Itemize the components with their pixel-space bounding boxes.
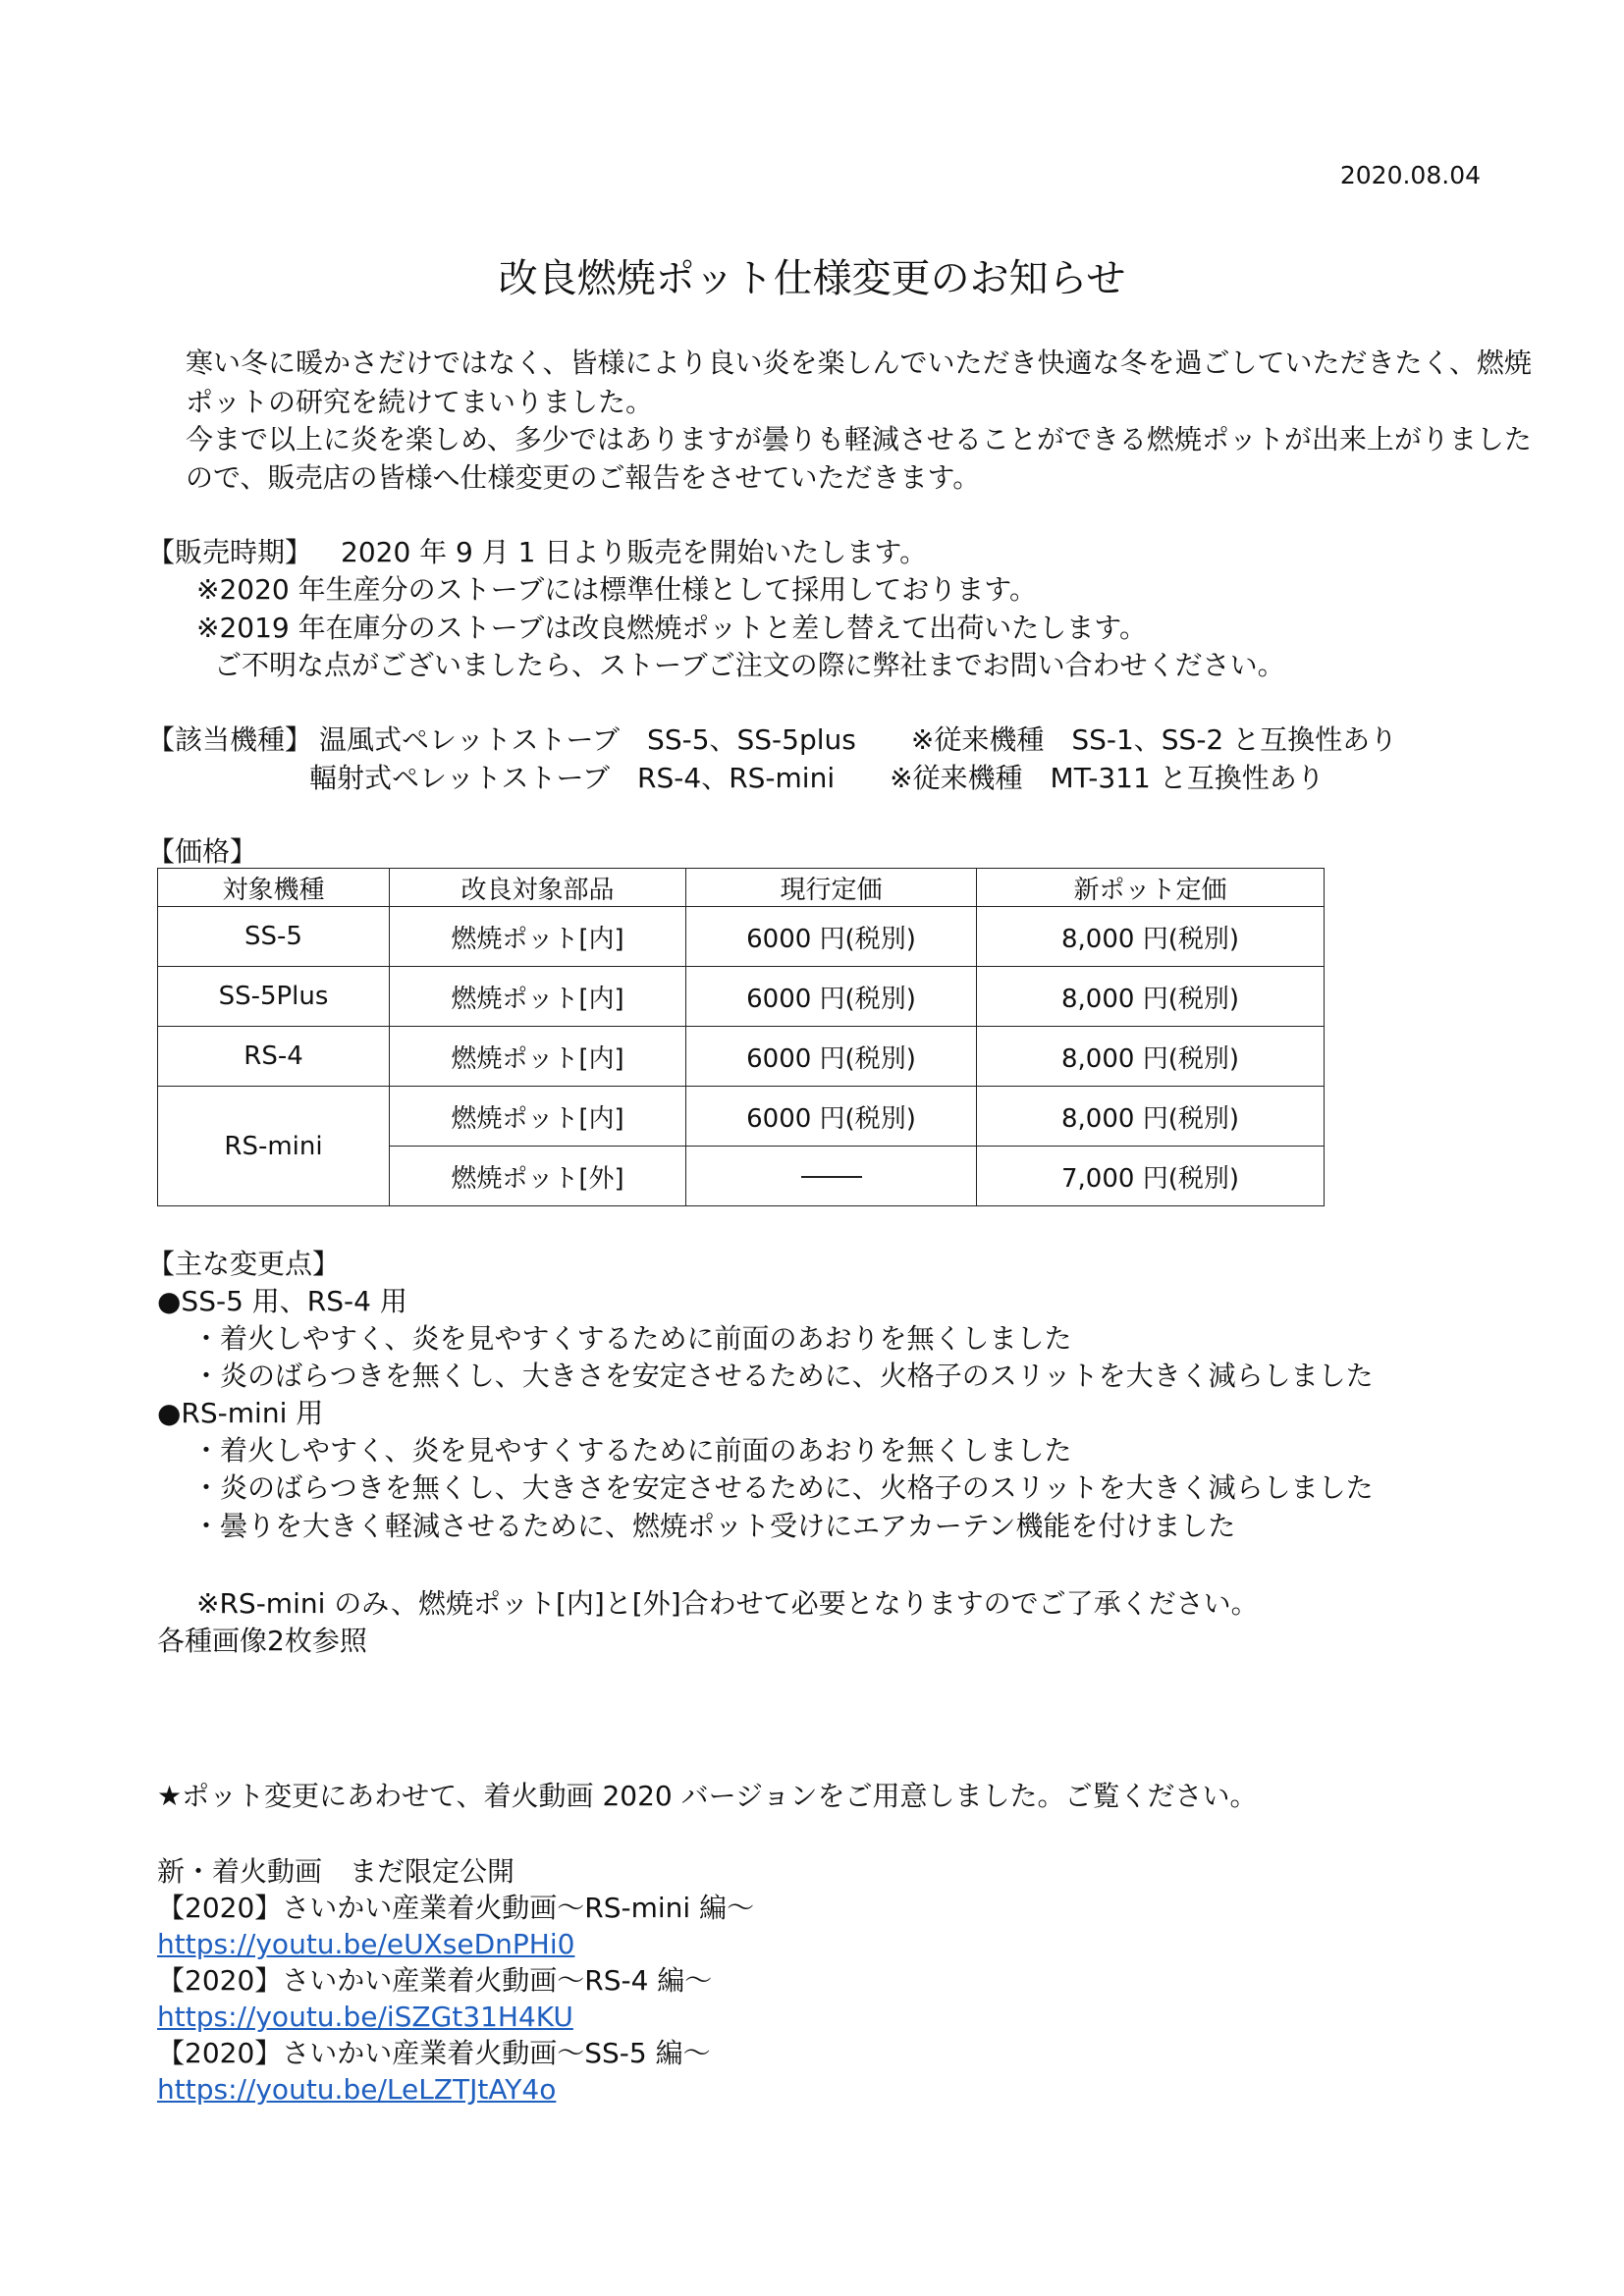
changes-item: ・炎のばらつきを無くし、大きさを安定させるために、火格子のスリットを大きく減らしました xyxy=(192,1360,1374,1392)
price-heading: 【価格】 xyxy=(147,835,258,868)
video-heading: 新・着火動画 まだ限定公開 xyxy=(157,1855,515,1888)
current-price-cell: 6000 円(税別) xyxy=(686,1027,977,1087)
column-header: 改良対象部品 xyxy=(390,869,686,907)
video-announcement: ★ポット変更にあわせて、着火動画 2020 バージョンをご用意しました。ご覧ください。 xyxy=(157,1780,1258,1812)
price-table xyxy=(157,868,1325,1206)
column-header: 現行定価 xyxy=(686,869,977,907)
video-label: 【2020】さいかい産業着火動画～SS-5 編～ xyxy=(157,2037,711,2069)
part-cell: 燃焼ポット[外] xyxy=(390,1147,686,1206)
changes-item: ・炎のばらつきを無くし、大きさを安定させるために、火格子のスリットを大きく減らしました xyxy=(192,1471,1374,1504)
new-price-cell: 8,000 円(税別) xyxy=(977,967,1325,1027)
changes-group-title: ●SS-5 用、RS-4 用 xyxy=(157,1285,407,1317)
changes-note: ※RS-mini のみ、燃焼ポット[内]と[外]合わせて必要となりますのでご了承ください。 xyxy=(196,1587,1259,1620)
table-row xyxy=(158,967,1325,1027)
video-link[interactable]: https://youtu.be/iSZGt31H4KU xyxy=(157,2001,573,2033)
part-cell: 燃焼ポット[内] xyxy=(390,1027,686,1087)
part-cell: 燃焼ポット[内] xyxy=(390,907,686,967)
changes-item: ・着火しやすく、炎を見やすくするために前面のあおりを無くしました xyxy=(192,1434,1072,1467)
table-row xyxy=(158,1087,1325,1147)
changes-group-title: ●RS-mini 用 xyxy=(157,1397,324,1429)
current-price-cell xyxy=(686,1147,977,1206)
sale-note: ご不明な点がございましたら、ストーブご注文の際に弊社までお問い合わせください。 xyxy=(214,649,1285,681)
current-price-cell: 6000 円(税別) xyxy=(686,907,977,967)
model-cell: SS-5 xyxy=(158,907,390,967)
intro-line: ポットの研究を続けてまいりました。 xyxy=(186,386,654,418)
intro-line: ので、販売店の皆様へ仕様変更のご報告をさせていただきます。 xyxy=(186,461,981,494)
changes-heading: 【主な変更点】 xyxy=(147,1248,341,1280)
new-price-cell: 8,000 円(税別) xyxy=(977,1027,1325,1087)
video-link[interactable]: https://youtu.be/eUXseDnPHi0 xyxy=(157,1928,575,1960)
models-line: 温風式ペレットストーブ SS-5、SS-5plus ※従来機種 SS-1、SS-2 と互換性あり xyxy=(319,723,1398,756)
images-reference: 各種画像2枚参照 xyxy=(157,1625,367,1657)
part-cell: 燃焼ポット[内] xyxy=(390,1087,686,1147)
video-link[interactable]: https://youtu.be/LeLZTJtAY4o xyxy=(157,2073,557,2106)
new-price-cell: 7,000 円(税別) xyxy=(977,1147,1325,1206)
sale-note: ※2019 年在庫分のストーブは改良燃焼ポットと差し替えて出荷いたします。 xyxy=(196,612,1147,644)
changes-item: ・曇りを大きく軽減させるために、燃焼ポット受けにエアカーテン機能を付けました xyxy=(192,1510,1236,1542)
new-price-cell: 8,000 円(税別) xyxy=(977,1087,1325,1147)
models-line: 輻射式ペレットストーブ RS-4、RS-mini ※従来機種 MT-311 と互換性あり xyxy=(309,762,1325,794)
sale-text: 2020 年 9 月 1 日より販売を開始いたします。 xyxy=(341,536,928,568)
model-cell: RS-mini xyxy=(158,1087,390,1206)
table-row xyxy=(158,907,1325,967)
sale-note: ※2020 年生産分のストーブには標準仕様として採用しております。 xyxy=(196,573,1037,606)
document-date: 2020.08.04 xyxy=(1339,161,1481,189)
table-row xyxy=(158,1027,1325,1087)
table-header-row xyxy=(158,869,1325,907)
part-cell: 燃焼ポット[内] xyxy=(390,967,686,1027)
changes-item: ・着火しやすく、炎を見やすくするために前面のあおりを無くしました xyxy=(192,1322,1072,1355)
video-label: 【2020】さいかい産業着火動画～RS-mini 編～ xyxy=(157,1892,755,1924)
model-cell: SS-5Plus xyxy=(158,967,390,1027)
video-label: 【2020】さいかい産業着火動画～RS-4 編～ xyxy=(157,1964,713,1997)
current-price-cell: 6000 円(税別) xyxy=(686,967,977,1027)
intro-line: 今まで以上に炎を楽しめ、多少ではありますが曇りも軽減させることができる燃焼ポットが出来上がりました xyxy=(186,423,1532,455)
column-header: 対象機種 xyxy=(158,869,390,907)
current-price-cell: 6000 円(税別) xyxy=(686,1087,977,1147)
new-price-cell: 8,000 円(税別) xyxy=(977,907,1325,967)
models-heading: 【該当機種】 xyxy=(147,723,313,756)
sale-heading: 【販売時期】 xyxy=(147,536,313,568)
document-title: 改良燃焼ポット仕様変更のお知らせ xyxy=(498,256,1126,301)
column-header: 新ポット定価 xyxy=(977,869,1325,907)
dash-mark xyxy=(801,1176,862,1178)
model-cell: RS-4 xyxy=(158,1027,390,1087)
intro-line: 寒い冬に暖かさだけではなく、皆様により良い炎を楽しんでいただき快適な冬を過ごしていただきたく、燃焼 xyxy=(186,347,1532,379)
